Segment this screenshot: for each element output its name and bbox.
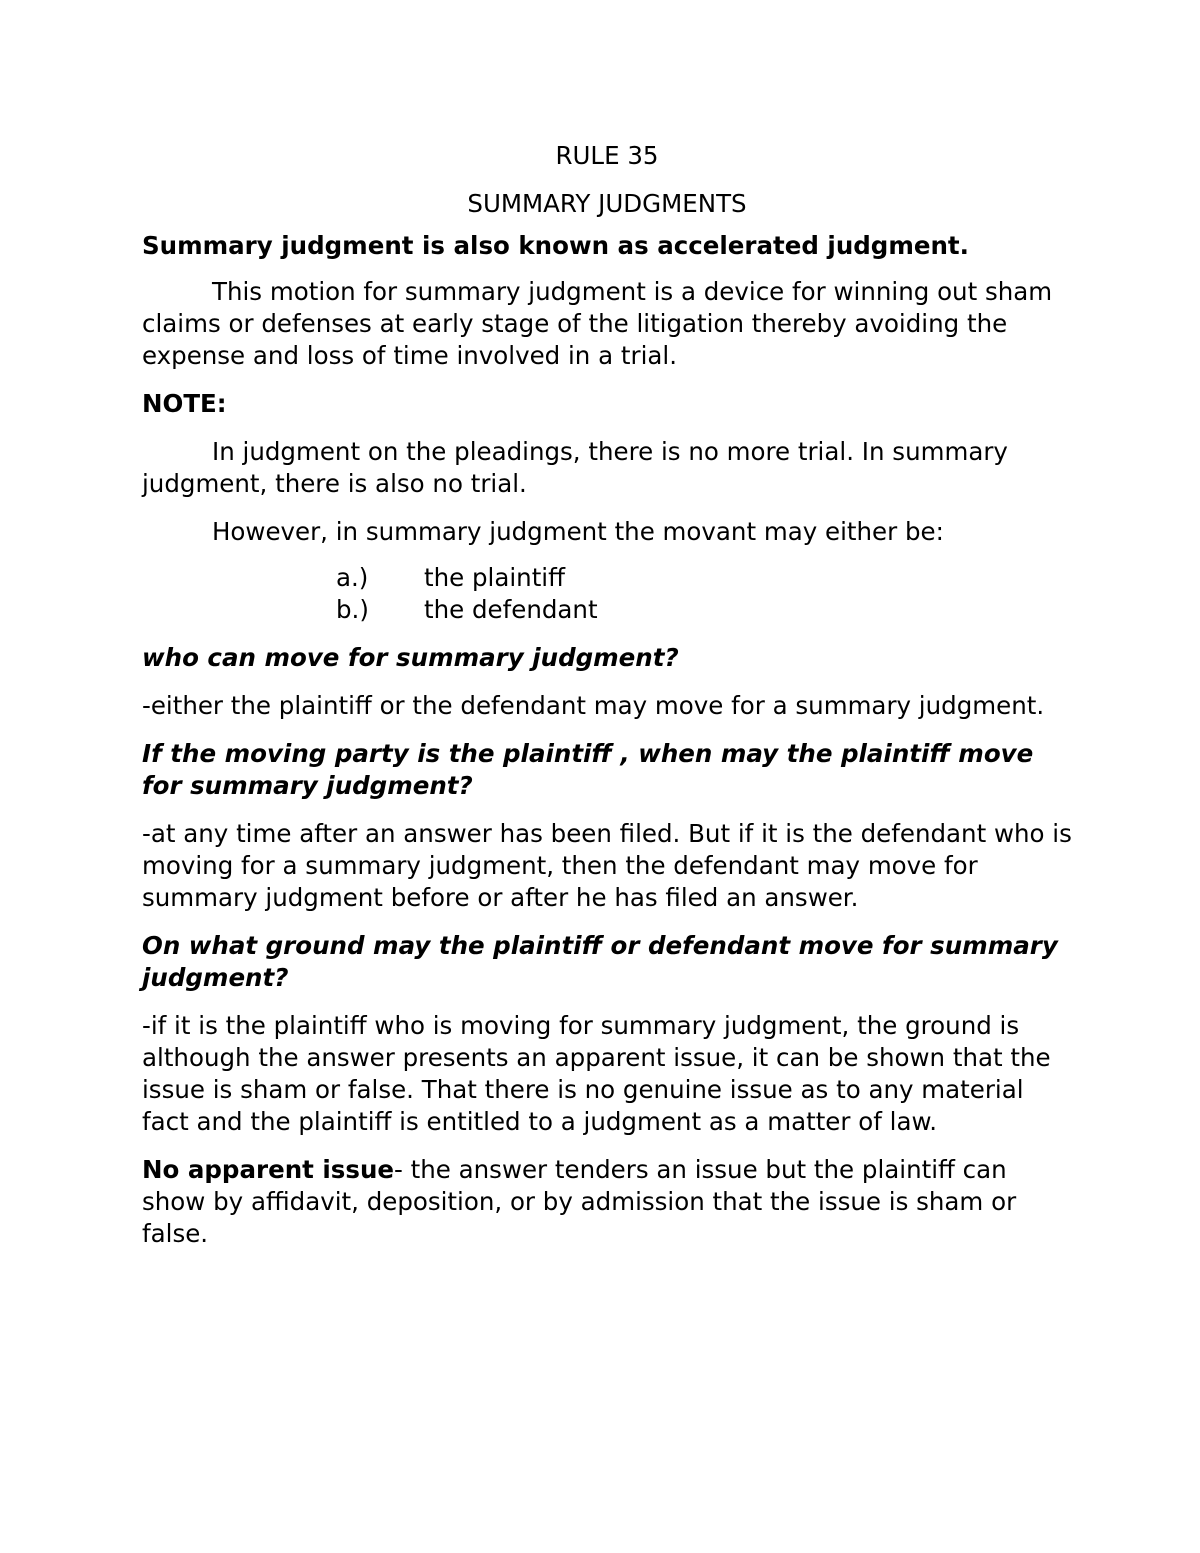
question-ground: On what ground may the plaintiff or defendant move for summary judgment? xyxy=(142,931,1058,992)
list-marker: a.) xyxy=(336,563,369,592)
movant-intro: However, in summary judgment the movant may either be: xyxy=(212,517,944,546)
definition-text: Summary judgment is also known as accelerated judgment. xyxy=(142,231,969,260)
list-text: the plaintiff xyxy=(424,563,565,592)
intro-paragraph: This motion for summary judgment is a device for winning out sham claims or defenses at early stage of the litigation thereby avoiding the expense and loss of time involved in a trial. xyxy=(142,277,1053,370)
answer-who-can-move: -either the plaintiff or the defendant may move for a summary judgment. xyxy=(142,691,1045,720)
note-paragraph: In judgment on the pleadings, there is no more trial. In summary judgment, there is also no trial. xyxy=(142,437,1008,498)
term-definition xyxy=(142,1154,1072,1250)
term-text: - the answer tenders an issue but the plaintiff can show by affidavit, deposition, or by admission that the issue is sham or false. xyxy=(142,1155,1017,1248)
list-marker: b.) xyxy=(336,595,369,624)
question-who-can-move: who can move for summary judgment? xyxy=(142,643,679,672)
section-heading: SUMMARY JUDGMENTS xyxy=(467,189,747,218)
term-label: No apparent issue xyxy=(142,1155,395,1184)
document-page xyxy=(142,140,1072,1250)
rule-number: RULE 35 xyxy=(555,141,659,170)
list-item xyxy=(336,562,1072,594)
list-item xyxy=(336,594,1072,626)
question-when-plaintiff-move: If the moving party is the plaintiff , when may the plaintiff move for summary judgment? xyxy=(142,739,1034,800)
list-text: the defendant xyxy=(424,595,598,624)
answer-ground: -if it is the plaintiff who is moving for summary judgment, the ground is although the answer presents an apparent issue, it can be shown that the issue is sham or false. That there is no genuine issue as to any material fact and the plaintiff is entitled to a judgment as a matter of law. xyxy=(142,1011,1051,1136)
movant-list xyxy=(142,562,1072,626)
answer-when-plaintiff-move: -at any time after an answer has been filed. But if it is the defendant who is moving for a summary judgment, then the defendant may move for summary judgment before or after he has filed an answer. xyxy=(142,819,1072,912)
note-label: NOTE: xyxy=(142,389,227,418)
